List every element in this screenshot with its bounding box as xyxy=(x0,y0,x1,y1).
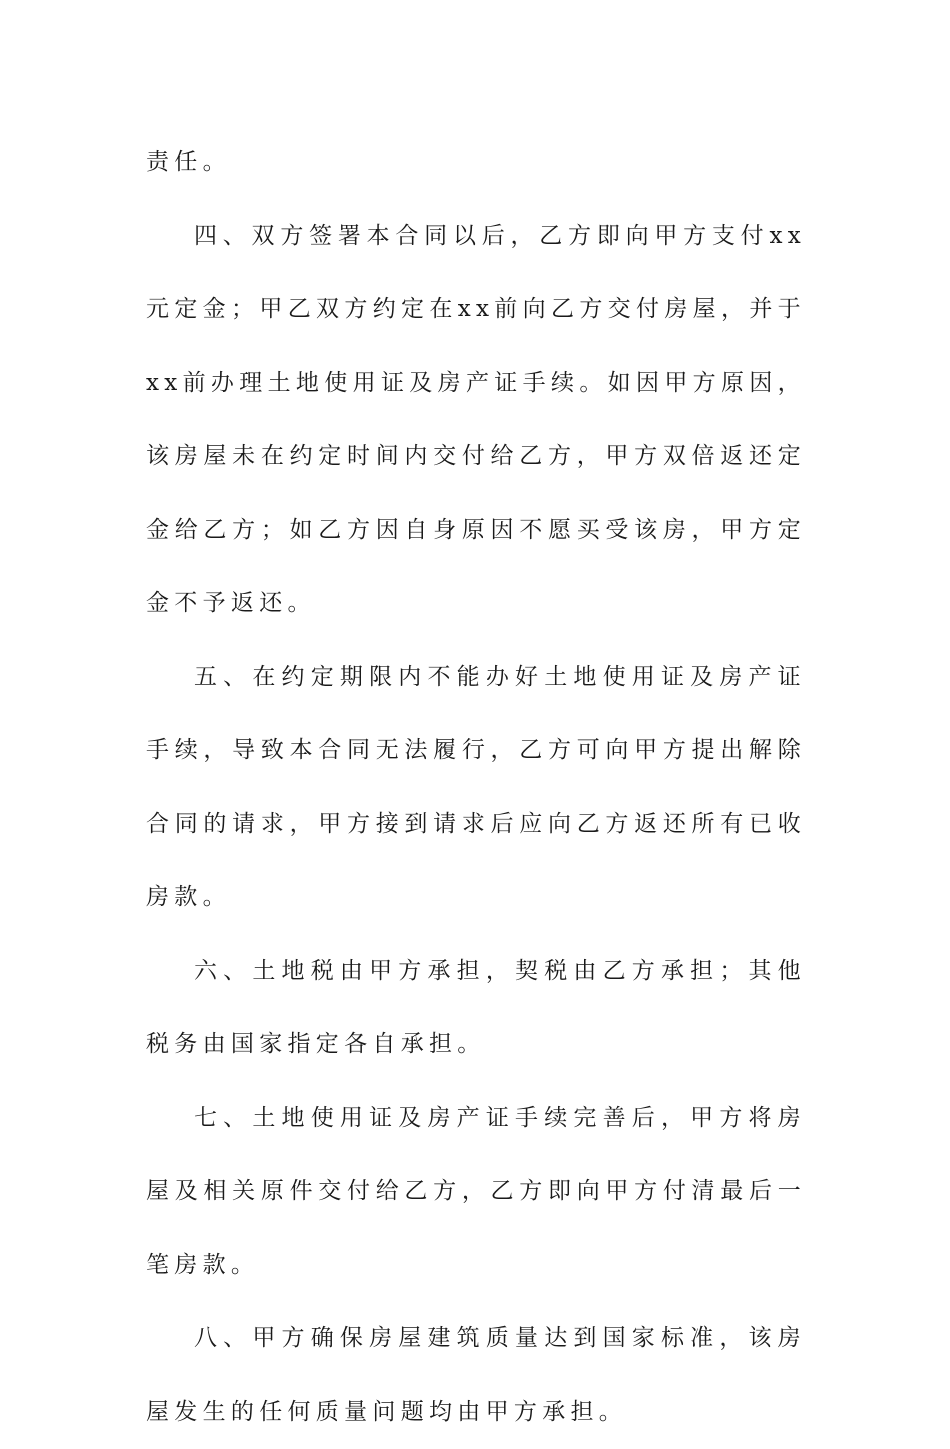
paragraph-clause-7: 七、土地使用证及房产证手续完善后，甲方将房屋及相关原件交付给乙方，乙方即向甲方付清最后一笔房款。 xyxy=(146,1104,806,1278)
paragraph-clause-4: 四、双方签署本合同以后，乙方即向甲方支付xx元定金；甲乙双方约定在xx前向乙方交付房屋，并于xx前办理土地使用证及房产证手续。如因甲方原因，该房屋未在约定时间内交付给乙方，甲方双倍返还定金给乙方；如乙方因自身原因不愿买受该房，甲方定金不予返还。 xyxy=(146,222,806,616)
document-body xyxy=(146,126,806,1449)
paragraph-clause-5: 五、在约定期限内不能办好土地使用证及房产证手续，导致本合同无法履行，乙方可向甲方提出解除合同的请求，甲方接到请求后应向乙方返还所有已收房款。 xyxy=(146,663,806,910)
paragraph-continuation: 责任。 xyxy=(146,149,231,175)
paragraph-clause-6: 六、土地税由甲方承担，契税由乙方承担；其他税务由国家指定各自承担。 xyxy=(146,957,806,1057)
paragraph-clause-8: 八、甲方确保房屋建筑质量达到国家标准，该房屋发生的任何质量问题均由甲方承担。 xyxy=(146,1325,806,1425)
